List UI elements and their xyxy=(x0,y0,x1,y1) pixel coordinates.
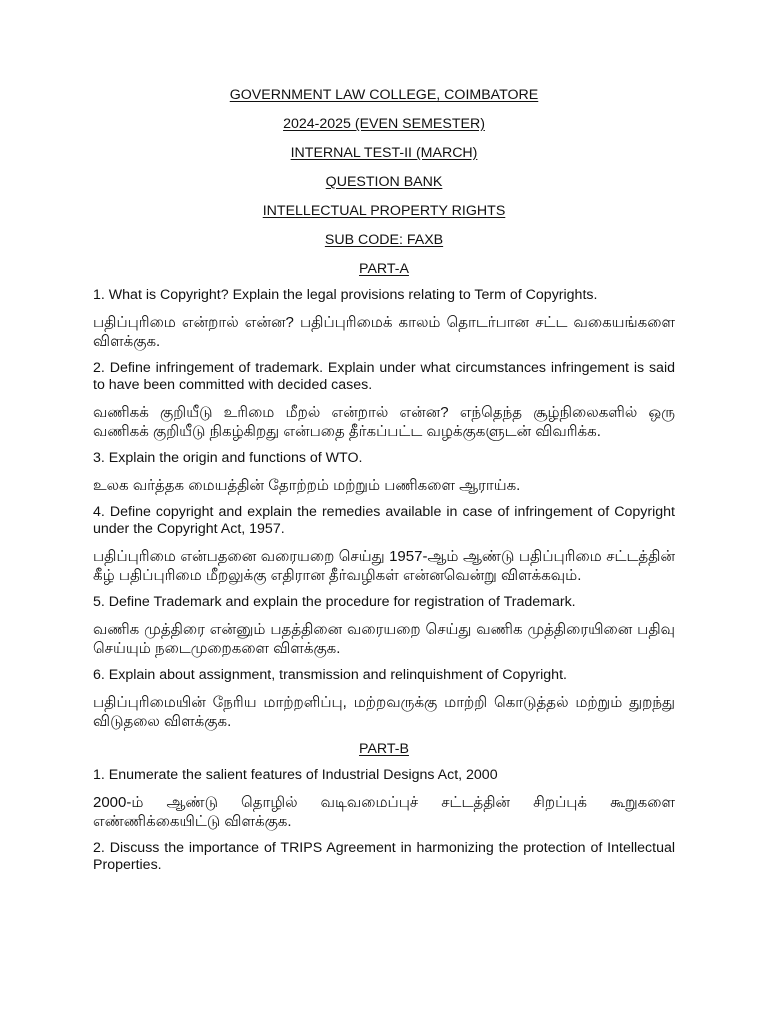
part-b-heading: PART-B xyxy=(359,741,409,757)
part-a-question-2-tamil: வணிகக் குறியீடு உரிமை மீறல் என்றால் என்ன? எந்தெந்த சூழ்நிலைகளில் ஒரு வணிகக் குறியீடு நிகழ்கிறது என்பதை தீர்கப்பட்ட வழக்குகளுடன் விவரிக்க. xyxy=(93,404,675,440)
part-a-question-6-english: 6. Explain about assignment, transmission and relinquishment of Copyright. xyxy=(93,667,567,683)
part-a-question-6-tamil: பதிப்புரிமையின் நேரிய மாற்றளிப்பு, மற்றவருக்கு மாற்றி கொடுத்தல் மற்றும் துறந்து விடுதலை விளக்குக. xyxy=(93,694,675,730)
subject-code: SUB CODE: FAXB xyxy=(324,232,444,248)
part-b-question-2-english: 2. Discuss the importance of TRIPS Agreement in harmonizing the protection of Intellectual Properties. xyxy=(93,840,675,873)
part-a-question-1-english: 1. What is Copyright? Explain the legal provisions relating to Term of Copyrights. xyxy=(93,287,598,303)
subject-title: INTELLECTUAL PROPERTY RIGHTS xyxy=(262,203,506,219)
part-a-question-3-english: 3. Explain the origin and functions of WTO. xyxy=(93,450,363,466)
part-a-question-4-tamil: பதிப்புரிமை என்பதனை வரையறை செய்து 1957-ஆம் ஆண்டு பதிப்புரிமை சட்டத்தின் கீழ் பதிப்புரிமை மீறலுக்கு எதிரான தீர்வழிகள் என்னவென்று விளக்கவும். xyxy=(93,548,675,584)
part-a-question-4-english: 4. Define copyright and explain the remedies available in case of infringement of Copyright under the Copyright Act, 1957. xyxy=(93,504,675,537)
part-a-question-2-english: 2. Define infringement of trademark. Explain under what circumstances infringement is said to have been committed with decided cases. xyxy=(93,360,675,393)
document-header xyxy=(93,86,675,250)
part-a-question-1-tamil: பதிப்புரிமை என்றால் என்ன? பதிப்புரிமைக் காலம் தொடர்பான சட்ட வகையங்களை விளக்குக. xyxy=(93,314,675,350)
part-a-question-5-english: 5. Define Trademark and explain the procedure for registration of Trademark. xyxy=(93,594,576,610)
part-b-section xyxy=(93,740,675,874)
part-b-question-1-english: 1. Enumerate the salient features of Industrial Designs Act, 2000 xyxy=(93,767,498,783)
semester-line: 2024-2025 (EVEN SEMESTER) xyxy=(283,116,485,132)
test-line: INTERNAL TEST-II (MARCH) xyxy=(290,145,478,161)
part-a-heading: PART-A xyxy=(359,261,409,277)
part-a-section xyxy=(93,260,675,731)
part-b-question-1-tamil: 2000-ம் ஆண்டு தொழில் வடிவமைப்புச் சட்டத்தின் சிறப்புக் கூறுகளை எண்ணிக்கையிட்டு விளக்குக. xyxy=(93,794,675,830)
question-bank-title: QUESTION BANK xyxy=(325,174,443,190)
college-name: GOVERNMENT LAW COLLEGE, COIMBATORE xyxy=(229,87,539,103)
part-a-question-3-tamil: உலக வர்த்தக மையத்தின் தோற்றம் மற்றும் பணிகளை ஆராய்க. xyxy=(93,477,521,494)
part-a-question-5-tamil: வணிக முத்திரை என்னும் பதத்தினை வரையறை செய்து வணிக முத்திரையினை பதிவு செய்யும் நடைமுறைகளை விளக்குக. xyxy=(93,621,675,657)
